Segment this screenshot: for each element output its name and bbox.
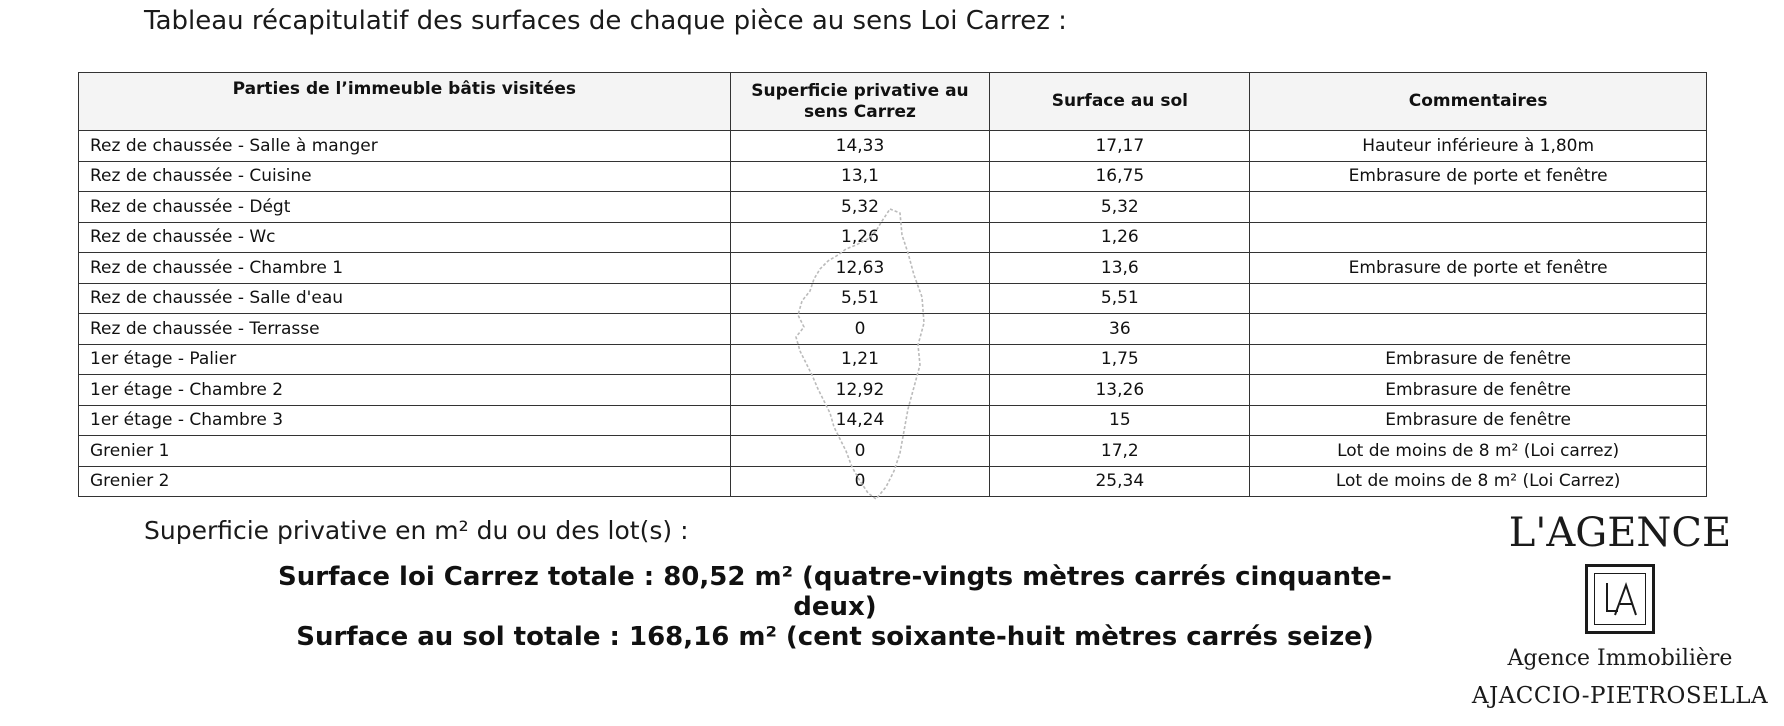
room-name: 1er étage - Palier (79, 344, 731, 375)
sol-value: 25,34 (990, 466, 1250, 497)
total-carrez: Surface loi Carrez totale : 80,52 m² (quatre-vingts mètres carrés cinquante-deux) (278, 562, 1392, 622)
sol-value: 5,51 (990, 283, 1250, 314)
carrez-value: 13,1 (730, 161, 990, 192)
total-sol: Surface au sol totale : 168,16 m² (cent soixante-huit mètres carrés seize) (296, 622, 1374, 652)
carrez-surface-table (78, 72, 1707, 497)
table-row (79, 253, 1707, 284)
table-row (79, 436, 1707, 467)
room-name: Rez de chaussée - Terrasse (79, 314, 731, 345)
agency-name: L'AGENCE (1508, 510, 1732, 556)
comment: Embrasure de fenêtre (1250, 344, 1707, 375)
table-row (79, 466, 1707, 497)
table-row (79, 344, 1707, 375)
sol-value: 5,32 (990, 192, 1250, 223)
comment: Hauteur inférieure à 1,80m (1250, 131, 1707, 162)
comment (1250, 283, 1707, 314)
carrez-value: 0 (730, 436, 990, 467)
sol-value: 16,75 (990, 161, 1250, 192)
totals-block (250, 562, 1420, 652)
comment: Embrasure de fenêtre (1250, 375, 1707, 406)
comment: Embrasure de fenêtre (1250, 405, 1707, 436)
agency-logo (1470, 510, 1770, 709)
sol-value: 17,2 (990, 436, 1250, 467)
carrez-value: 12,63 (730, 253, 990, 284)
monogram-letters (1588, 567, 1652, 631)
carrez-value: 0 (730, 314, 990, 345)
room-name: Rez de chaussée - Salle d'eau (79, 283, 731, 314)
carrez-value: 12,92 (730, 375, 990, 406)
comment: Lot de moins de 8 m² (Loi carrez) (1250, 436, 1707, 467)
comment: Embrasure de porte et fenêtre (1250, 253, 1707, 284)
room-name: Rez de chaussée - Cuisine (79, 161, 731, 192)
comment (1250, 192, 1707, 223)
table-row (79, 283, 1707, 314)
header-superficie-carrez: Superficie privative au sens Carrez (730, 73, 990, 131)
carrez-value: 1,26 (730, 222, 990, 253)
lots-label: Superficie privative en m² du ou des lot(s) : (144, 516, 689, 545)
carrez-value: 14,33 (730, 131, 990, 162)
table-header-row (79, 73, 1707, 131)
room-name: Grenier 2 (79, 466, 731, 497)
sol-value: 1,75 (990, 344, 1250, 375)
la-monogram-icon (1585, 564, 1655, 634)
carrez-value: 14,24 (730, 405, 990, 436)
room-name: 1er étage - Chambre 3 (79, 405, 731, 436)
sol-value: 13,26 (990, 375, 1250, 406)
header-surface-sol: Surface au sol (990, 73, 1250, 131)
room-name: Rez de chaussée - Salle à manger (79, 131, 731, 162)
room-name: Rez de chaussée - Wc (79, 222, 731, 253)
table-row (79, 131, 1707, 162)
comment (1250, 222, 1707, 253)
table-row (79, 375, 1707, 406)
table-row (79, 192, 1707, 223)
room-name: 1er étage - Chambre 2 (79, 375, 731, 406)
room-name: Rez de chaussée - Chambre 1 (79, 253, 731, 284)
table-row (79, 405, 1707, 436)
sol-value: 1,26 (990, 222, 1250, 253)
comment (1250, 314, 1707, 345)
carrez-value: 5,51 (730, 283, 990, 314)
room-name: Rez de chaussée - Dégt (79, 192, 731, 223)
table-row (79, 222, 1707, 253)
sol-value: 36 (990, 314, 1250, 345)
table-row (79, 161, 1707, 192)
page-heading: Tableau récapitulatif des surfaces de chaque pièce au sens Loi Carrez : (144, 6, 1067, 36)
comment: Lot de moins de 8 m² (Loi Carrez) (1250, 466, 1707, 497)
sol-value: 13,6 (990, 253, 1250, 284)
sol-value: 17,17 (990, 131, 1250, 162)
carrez-value: 0 (730, 466, 990, 497)
room-name: Grenier 1 (79, 436, 731, 467)
comment: Embrasure de porte et fenêtre (1250, 161, 1707, 192)
carrez-value: 1,21 (730, 344, 990, 375)
agency-location: AJACCIO-PIETROSELLA (1471, 683, 1769, 709)
header-parties: Parties de l’immeuble bâtis visitées (79, 73, 731, 131)
carrez-value: 5,32 (730, 192, 990, 223)
header-commentaires: Commentaires (1250, 73, 1707, 131)
sol-value: 15 (990, 405, 1250, 436)
table-row (79, 314, 1707, 345)
agency-subtitle: Agence Immobilière (1507, 646, 1733, 671)
